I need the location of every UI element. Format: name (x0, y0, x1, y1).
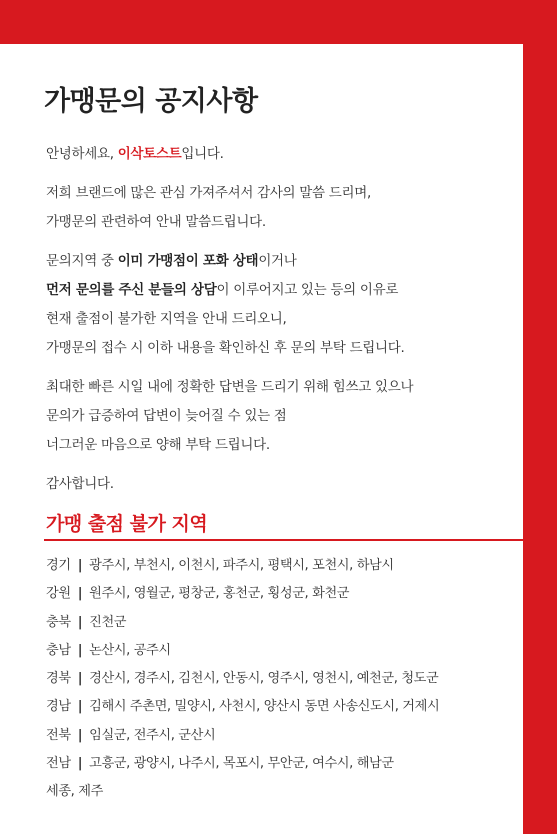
reason-line-1-prefix: 문의지역 중 (46, 253, 118, 269)
reason-line-1-bold: 이미 가맹점이 포화 상태 (117, 253, 259, 269)
section-divider (44, 539, 523, 541)
region-name: 전북 (46, 727, 71, 743)
region-name: 충북 (46, 614, 71, 630)
region-separator: | (77, 671, 83, 687)
region-name: 경남 (46, 699, 71, 715)
top-red-border (0, 0, 557, 44)
region-name: 전남 (46, 756, 71, 772)
region-separator: | (77, 614, 83, 630)
reason-line-1-suffix: 이거나 (258, 253, 297, 269)
region-name: 강원 (46, 586, 71, 602)
apology-line-1: 최대한 빠른 시일 내에 정확한 답변을 드리기 위해 힘쓰고 있으나 (46, 379, 414, 395)
region-areas: 고흥군, 광양시, 나주시, 목포시, 무안군, 여수시, 해남군 (89, 756, 394, 772)
region-row (46, 637, 516, 665)
greeting-suffix: 입니다. (181, 146, 224, 162)
region-separator: | (77, 756, 83, 772)
page-title: 가맹문의 공지사항 (44, 86, 258, 117)
apology-line-2: 문의가 급증하여 답변이 늦어질 수 있는 점 (46, 408, 287, 424)
region-separator: | (77, 699, 83, 715)
region-name: 경북 (46, 671, 71, 687)
region-separator: | (77, 727, 83, 743)
reason-line-4: 가맹문의 접수 시 이하 내용을 확인하신 후 문의 부탁 드립니다. (46, 340, 405, 356)
region-areas: 진천군 (89, 614, 127, 630)
notice-body (46, 140, 516, 509)
region-row (46, 750, 516, 778)
intro-line-2: 가맹문의 관련하여 안내 말씀드립니다. (46, 214, 266, 230)
brand-name: 이삭토스트 (117, 146, 182, 162)
region-separator: | (77, 558, 83, 573)
region-row-last: 세종, 제주 (46, 784, 103, 800)
region-areas: 김해시 주촌면, 밀양시, 사천시, 양산시 동면 사송신도시, 거제시 (89, 699, 440, 715)
reason-line-2-suffix: 이 이루어지고 있는 등의 이유로 (216, 282, 399, 298)
region-separator: | (77, 586, 83, 602)
apology-paragraph (46, 373, 516, 460)
region-row (46, 665, 516, 693)
region-row (46, 693, 516, 721)
greeting-line (46, 140, 516, 169)
restricted-regions-list (46, 552, 516, 807)
reason-paragraph (46, 247, 516, 363)
thanks-line: 감사합니다. (46, 476, 114, 492)
reason-line-2-bold: 먼저 문의를 주신 분들의 상담 (46, 282, 217, 298)
region-areas: 임실군, 전주시, 군산시 (89, 727, 216, 743)
region-row (46, 552, 516, 580)
region-areas: 광주시, 부천시, 이천시, 파주시, 평택시, 포천시, 하남시 (89, 558, 394, 573)
region-row (46, 722, 516, 750)
apology-line-3: 너그러운 마음으로 양해 부탁 드립니다. (46, 437, 270, 453)
greeting-prefix: 안녕하세요, (46, 146, 118, 162)
restricted-regions-title: 가맹 출점 불가 지역 (46, 513, 208, 535)
region-areas: 경산시, 경주시, 김천시, 안동시, 영주시, 영천시, 예천군, 청도군 (89, 671, 439, 687)
right-red-border (523, 0, 557, 834)
region-row (46, 580, 516, 608)
region-areas: 원주시, 영월군, 평창군, 홍천군, 횡성군, 화천군 (89, 586, 350, 602)
region-areas: 논산시, 공주시 (89, 642, 171, 658)
region-row (46, 609, 516, 637)
intro-paragraph (46, 179, 516, 237)
region-separator: | (77, 642, 83, 658)
intro-line-1: 저희 브랜드에 많은 관심 가져주셔서 감사의 말씀 드리며, (46, 185, 371, 201)
reason-line-3: 현재 출점이 불가한 지역을 안내 드리오니, (46, 311, 287, 327)
region-name: 충남 (46, 642, 71, 658)
region-name: 경기 (46, 558, 71, 573)
